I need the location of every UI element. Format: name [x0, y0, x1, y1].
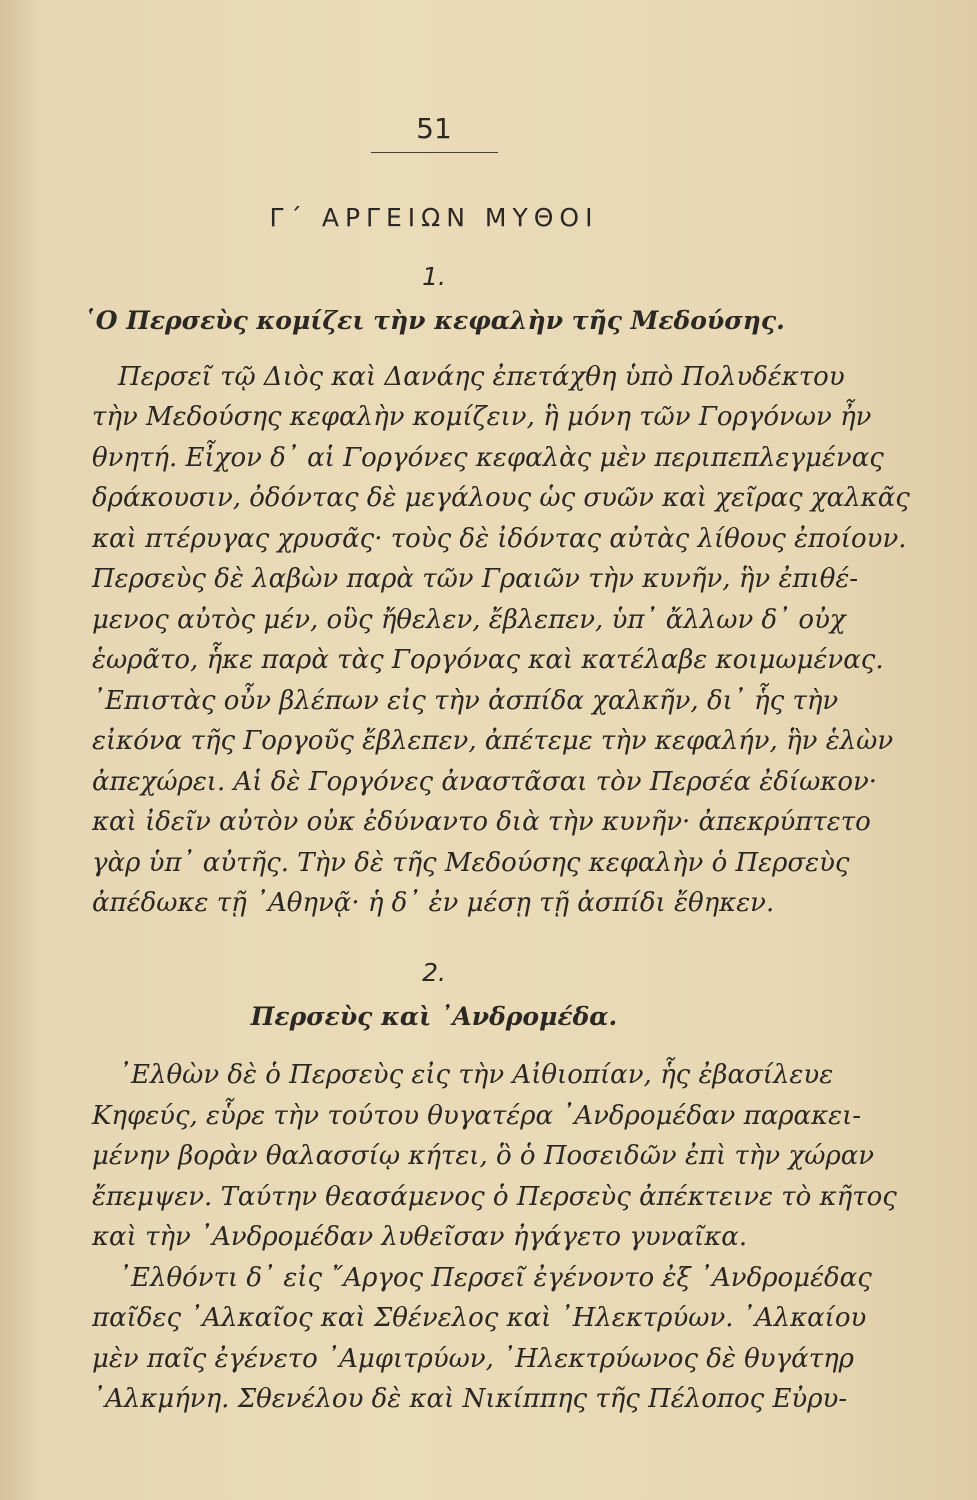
text-line: ἀπέδωκε τῇ ᾿Αθηνᾷ· ἡ δ᾿ ἐν μέσῃ τῇ ἀσπίδι ἔθηκεν.: [92, 888, 775, 918]
text-line: Περσεῖ τῷ Διὸς καὶ Δανάης ἐπετάχθη ὑπὸ Πολυδέκτου: [118, 362, 845, 392]
text-line: καὶ πτέρυγας χρυσᾶς· τοὺς δὲ ἰδόντας αὐτὰς λίθους ἐποίουν.: [92, 524, 907, 554]
text-line: εἰκόνα τῆς Γοργοῦς ἔβλεπεν, ἀπέτεμε τὴν κεφαλήν, ἣν ἑλὼν: [92, 726, 894, 756]
page-number: 51: [416, 112, 452, 145]
section-title-1: ῾Ο Περσεὺς κομίζει τὴν κεφαλὴν τῆς Μεδούσης.: [83, 306, 785, 335]
text-line: θνητή. Εἶχον δ᾿ αἱ Γοργόνες κεφαλὰς μὲν περιπεπλεγμένας: [92, 443, 884, 473]
section-number-2: 2.: [422, 958, 446, 987]
text-line: ᾿Ελθόντι δ᾿ εἰς ῎Αργος Περσεῖ ἐγένοντο ἐξ ᾿Ανδρομέδας: [118, 1263, 872, 1293]
text-line: δράκουσιν, ὀδόντας δὲ μεγάλους ὡς συῶν καὶ χεῖρας χαλκᾶς: [92, 483, 910, 513]
text-line: μενος αὐτὸς μέν, οὓς ἤθελεν, ἔβλεπεν, ὑπ᾿ ἄλλων δ᾿ οὐχ: [92, 605, 846, 635]
text-line: μὲν παῖς ἐγένετο ᾿Αμφιτρύων, ᾿Ηλεκτρύωνος δὲ θυγάτηρ: [92, 1344, 854, 1374]
text-line: μένην βορὰν θαλασσίῳ κήτει, ὃ ὁ Ποσειδῶν ἐπὶ τὴν χώραν: [92, 1141, 875, 1171]
section-title-2: Περσεὺς καὶ ᾿Ανδρομέδα.: [250, 1002, 618, 1031]
text-line: ἀπεχώρει. Αἱ δὲ Γοργόνες ἀναστᾶσαι τὸν Περσέα ἐδίωκον·: [92, 767, 878, 797]
text-line: ᾿Αλκμήνη. Σθενέλου δὲ καὶ Νικίππης τῆς Πέλοπος Εὐρυ-: [92, 1384, 848, 1414]
text-line: ᾿Επιστὰς οὖν βλέπων εἰς τὴν ἀσπίδα χαλκῆν, δι᾿ ἧς τὴν: [92, 686, 839, 716]
text-line: ἑωρᾶτο, ἧκε παρὰ τὰς Γοργόνας καὶ κατέλαβε κοιμωμένας.: [92, 645, 884, 675]
text-line: Κηφεύς, εὗρε τὴν τούτου θυγατέρα ᾿Ανδρομέδαν παρακει-: [92, 1101, 862, 1131]
text-line: ᾿Ελθὼν δὲ ὁ Περσεὺς εἰς τὴν Αἰθιοπίαν, ἧς ἐβασίλευε: [118, 1060, 834, 1090]
chapter-heading: Γ΄ ΑΡΓΕΙΩΝ ΜΥΘΟΙ: [269, 203, 599, 232]
text-line: καὶ ἰδεῖν αὐτὸν οὐκ ἐδύναντο διὰ τὴν κυνῆν· ἀπεκρύπτετο: [92, 807, 871, 837]
section-number-1: 1.: [422, 262, 446, 291]
text-line: παῖδες ᾿Αλκαῖος καὶ Σθένελος καὶ ᾿Ηλεκτρύων. ᾿Αλκαίου: [92, 1303, 867, 1333]
text-line: γὰρ ὑπ᾿ αὐτῆς. Τὴν δὲ τῆς Μεδούσης κεφαλὴν ὁ Περσεὺς: [92, 848, 850, 878]
text-line: τὴν Μεδούσης κεφαλὴν κομίζειν, ἣ μόνη τῶν Γοργόνων ἦν: [92, 402, 872, 432]
text-line: ἔπεμψεν. Ταύτην θεασάμενος ὁ Περσεὺς ἀπέκτεινε τὸ κῆτος: [92, 1182, 897, 1212]
text-line: καὶ τὴν ᾿Ανδρομέδαν λυθεῖσαν ἠγάγετο γυναῖκα.: [92, 1222, 748, 1252]
text-line: Περσεὺς δὲ λαβὼν παρὰ τῶν Γραιῶν τὴν κυνῆν, ἣν ἐπιθέ-: [92, 564, 859, 594]
header-rule: [371, 152, 498, 153]
